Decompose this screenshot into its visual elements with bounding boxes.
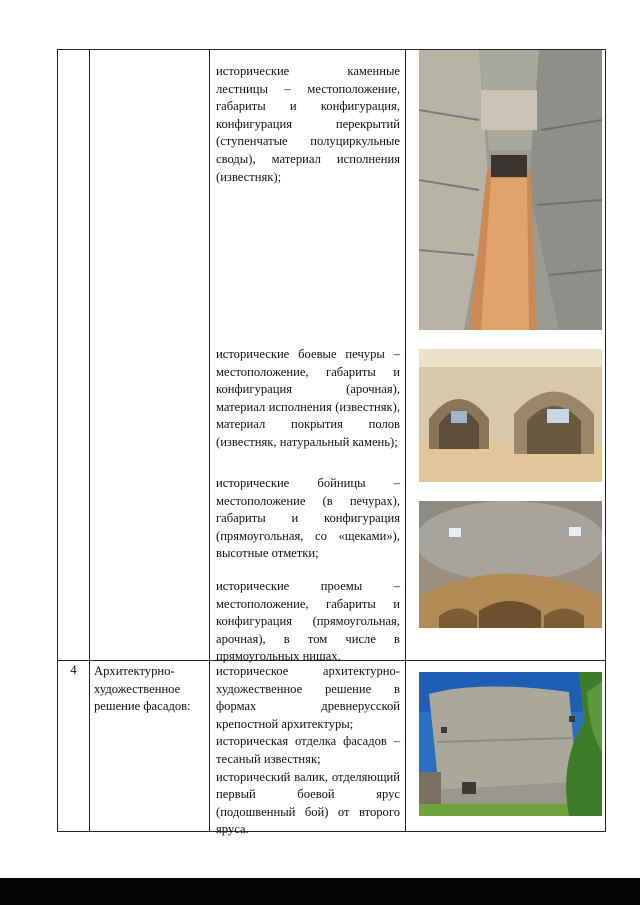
staircase-description: исторические каменные лестницы – местоположение, габариты и конфигурация, конфигурация перекрытий (ступенчатые полуциркульные своды), материал исполнения (известняк); (216, 64, 400, 184)
column-divider-1 (89, 49, 90, 832)
fortress-tower-facade-photo (419, 672, 602, 816)
loopholes-description: исторические бойницы – местоположение (в печурах), габариты и конфигурация (прямоугольная, со «щеками»), высотные отметки; (216, 476, 400, 561)
column-divider-2 (209, 49, 210, 832)
table-left-border (57, 49, 58, 832)
column-divider-3 (405, 49, 406, 832)
embrasures-description: исторические боевые печуры – местоположение, габариты и конфигурация (арочная), материал исполнения (известняк), материал покрытия полов (известняк, натуральный камень); (216, 347, 400, 449)
table-right-border (605, 49, 606, 832)
openings-description: исторические проемы – местоположение, габариты и конфигурация (прямоугольная, арочная), в том числе в прямоугольных нишах. (216, 579, 400, 664)
loophole-vault-photo (419, 501, 602, 628)
scan-bottom-edge (0, 878, 640, 905)
arched-embrasures-photo (419, 349, 602, 482)
row-number-cell: 4 (70, 663, 77, 677)
facade-description: историческое архитектурно-художественное решение в формах древнерусской крепостной архитектуры; историческая отделка фасадов – тесаный известняк; исторический валик, отделяющий первый боевой ярус (подошвенный бой) от второго яруса. (216, 664, 400, 837)
subject-cell: Архитектурно-художественное решение фасадов: (94, 664, 191, 714)
stone-staircase-corridor-photo (419, 50, 602, 330)
